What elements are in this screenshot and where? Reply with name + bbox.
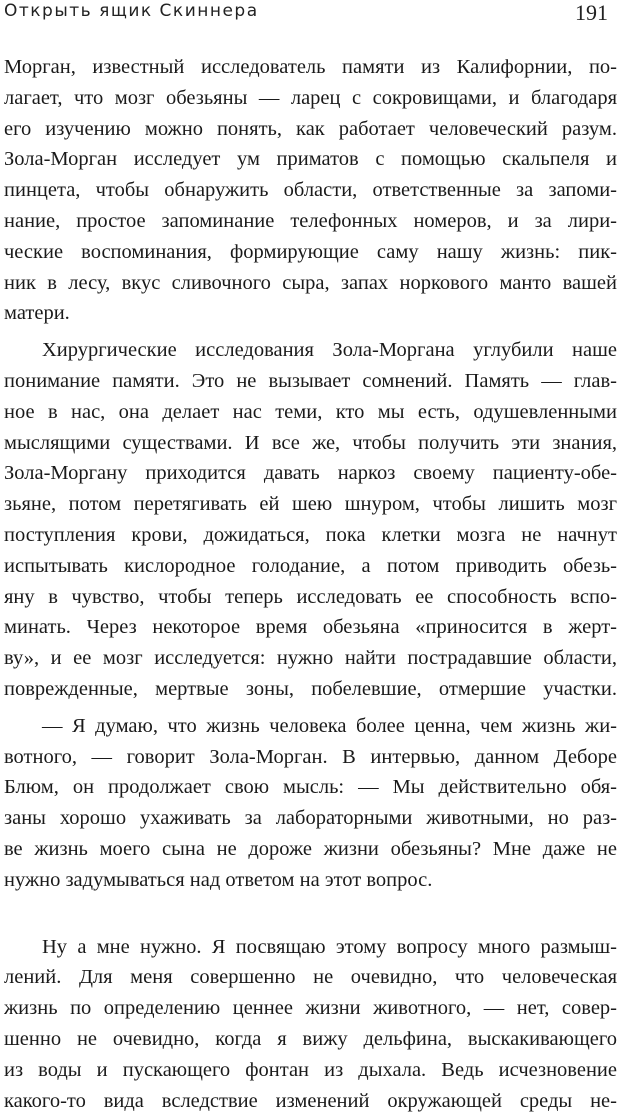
text-line: зьяне, потом перетягивать ей шею шнуром, чтобы лишить мозг: [4, 489, 617, 520]
text-line: ву», и ее мозг исследуется: нужно найти пострадавшие области,: [4, 643, 617, 674]
page-header: [4, 0, 608, 30]
text-line: поступления крови, дожидаться, пока клетки мозга не начнут: [4, 520, 617, 551]
paragraph-4: [4, 932, 617, 1116]
text-line: нание, простое запоминание телефонных номеров, и за лири-: [4, 206, 617, 237]
text-line: Зола-Морган исследует ум приматов с помощью скальпеля и: [4, 144, 617, 175]
text-line: Хирургические исследования Зола-Моргана углубили наше: [4, 335, 617, 366]
text-line: понимание памяти. Это не вызывает сомнений. Память — глав-: [4, 366, 617, 397]
text-line: мыслящими существами. И все же, чтобы получить эти знания,: [4, 428, 617, 459]
text-line: Зола-Моргану приходится давать наркоз своему пациенту-обе-: [4, 458, 617, 489]
text-line: шенно не очевидно, когда я вижу дельфина, выскакивающего: [4, 1024, 617, 1055]
body-text: [4, 52, 617, 1116]
text-line: лагает, что мозг обезьяны — ларец с сокровищами, и благодаря: [4, 83, 617, 114]
text-line: минать. Через некоторое время обезьяна «приносится в жерт-: [4, 612, 617, 643]
text-line: Блюм, он продолжает свою мысль: — Мы действительно обя-: [4, 772, 617, 803]
text-line: матери.: [4, 298, 617, 329]
text-line: — Я думаю, что жизнь человека более ценна, чем жизнь жи-: [4, 711, 617, 742]
paragraph-2: [4, 335, 617, 705]
text-line: Ну а мне нужно. Я посвящаю этому вопросу много размыш-: [4, 932, 617, 963]
text-line: его изучению можно понять, как работает человеческий разум.: [4, 114, 617, 145]
text-line: Морган, известный исследователь памяти из Калифорнии, по-: [4, 52, 617, 83]
text-line: яну в чувство, чтобы теперь исследовать ее способность вспо-: [4, 582, 617, 613]
text-line: из воды и пускающего фонтан из дыхала. Ведь исчезновение: [4, 1055, 617, 1086]
text-line: ве жизнь моего сына не дороже жизни обезьяны? Мне даже не: [4, 834, 617, 865]
running-head: Открыть ящик Скиннера: [4, 1, 259, 21]
text-line: какого-то вида вследствие изменений окружающей среды не-: [4, 1086, 617, 1116]
paragraph-1: [4, 52, 617, 329]
text-line: вотного, — говорит Зола-Морган. В интервью, данном Деборе: [4, 742, 617, 773]
text-line: лений. Для меня совершенно не очевидно, что человеческая: [4, 962, 617, 993]
paragraph-3: [4, 711, 617, 896]
text-line: поврежденные, мертвые зоны, побелевшие, отмершие участки.: [4, 674, 617, 705]
text-line: ческие воспоминания, формирующие саму нашу жизнь: пик-: [4, 237, 617, 268]
text-line: пинцета, чтобы обнаружить области, ответственные за запоми-: [4, 175, 617, 206]
text-line: ник в лесу, вкус сливочного сыра, запах норкового манто вашей: [4, 268, 617, 299]
text-line: испытывать кислородное голодание, а потом приводить обезь-: [4, 551, 617, 582]
page-number: 191: [575, 0, 608, 26]
text-line: заны хорошо ухаживать за лабораторными животными, но раз-: [4, 803, 617, 834]
text-line: жизнь по определению ценнее жизни животного, — нет, совер-: [4, 993, 617, 1024]
text-line: нужно задумываться над ответом на этот вопрос.: [4, 865, 617, 896]
text-line: ное в нас, она делает нас теми, кто мы есть, одушевленными: [4, 397, 617, 428]
